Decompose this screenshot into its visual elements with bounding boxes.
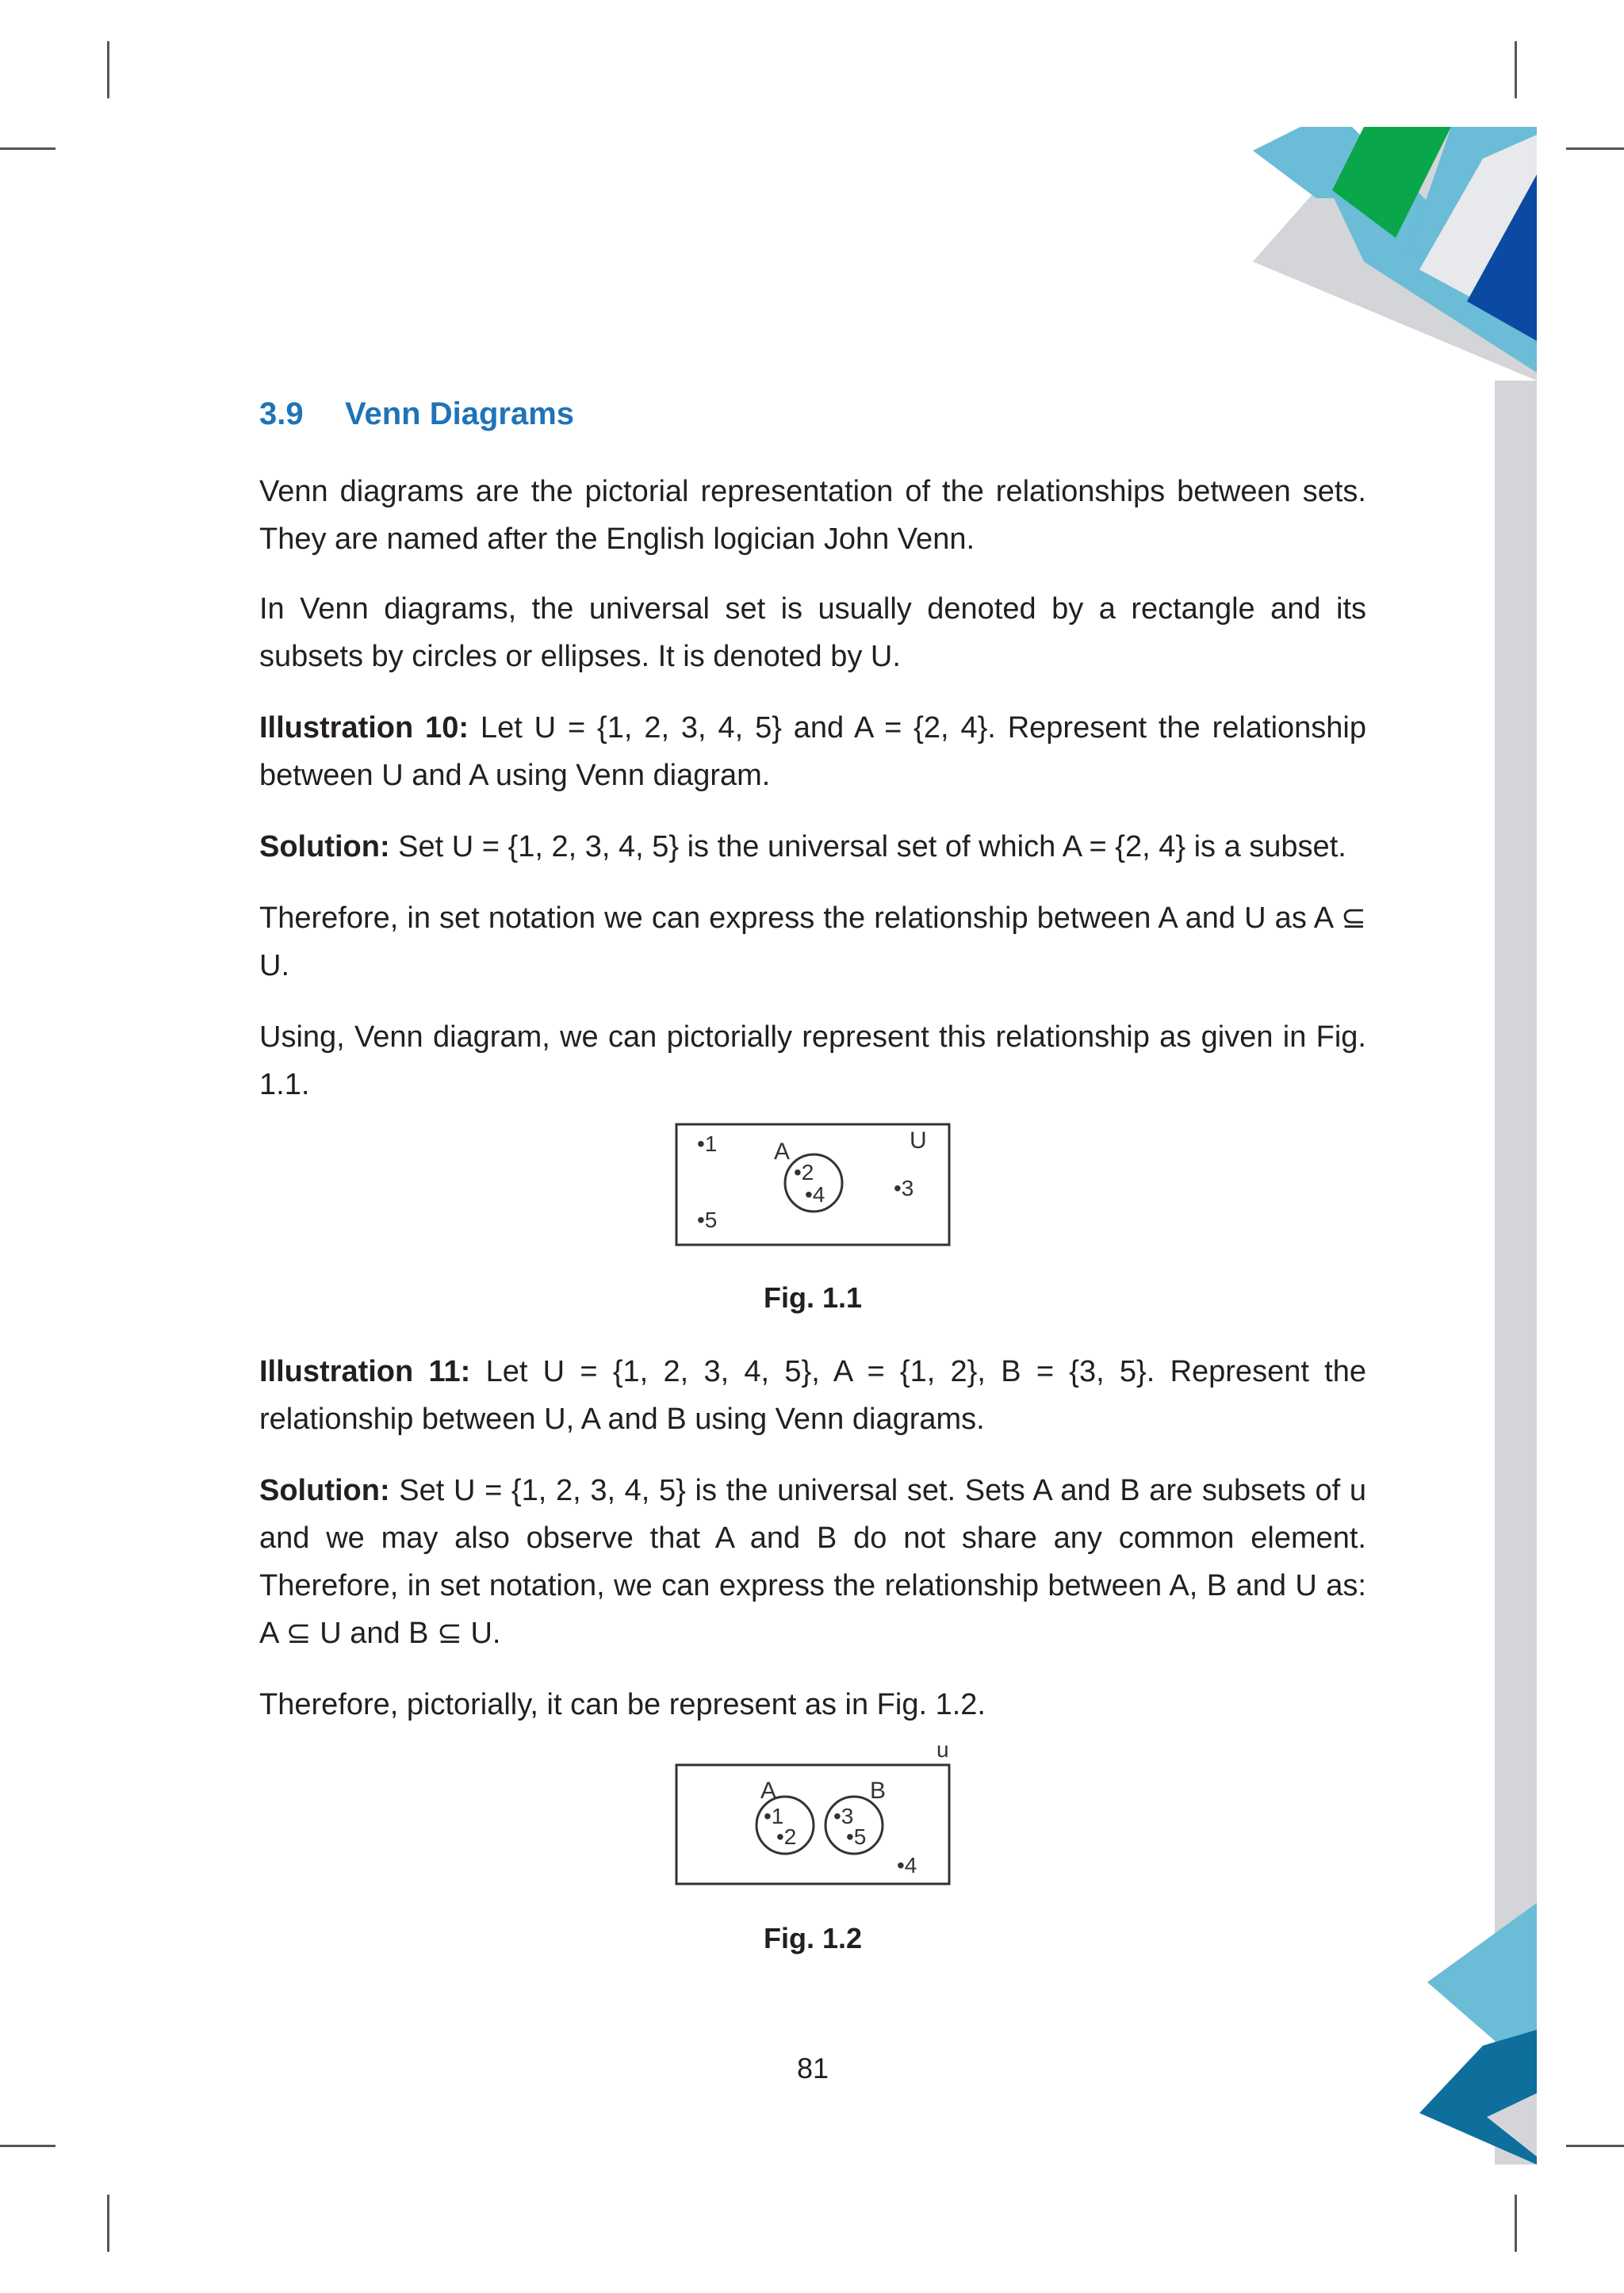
element-3: •3 bbox=[894, 1176, 914, 1200]
set-a-label: A bbox=[760, 1778, 777, 1804]
page-number: 81 bbox=[796, 2052, 829, 2084]
section-title: Venn Diagrams bbox=[345, 396, 575, 431]
element-2: •2 bbox=[794, 1160, 814, 1185]
illustration-11 bbox=[259, 1348, 1366, 1443]
illustration-11-solution bbox=[259, 1467, 1366, 1657]
paragraph-venn-universal: In Venn diagrams, the universal set is usually denoted by a rectangle and its subsets by circles or ellipses. It is denoted by U. bbox=[259, 592, 1366, 673]
venn-diagram-fig-1-1 bbox=[675, 1123, 952, 1248]
paragraph-venn-intro: Venn diagrams are the pictorial representation of the relationships between sets. They are named after the English logician John Venn. bbox=[259, 475, 1366, 556]
figure-caption-1-2: Fig. 1.2 bbox=[763, 1922, 863, 1954]
element-4: •4 bbox=[897, 1853, 917, 1878]
illustration-11-text: Let U = {1, 2, 3, 4, 5}, A = {1, 2}, B = {3, 5}. Represent the relationship between U, A and B using Venn diagrams. bbox=[259, 1355, 1366, 1436]
element-2: •2 bbox=[776, 1824, 797, 1849]
element-5: •5 bbox=[697, 1208, 718, 1232]
solution-label: Solution: bbox=[259, 1474, 390, 1507]
element-1: •1 bbox=[697, 1131, 718, 1156]
illustration-10-using: Using, Venn diagram, we can pictorially represent this relationship as given in Fig. 1.1. bbox=[259, 1020, 1366, 1101]
illustration-10-text: Let U = {1, 2, 3, 4, 5} and A = {2, 4}. Represent the relationship between U and A using Venn diagram. bbox=[259, 711, 1366, 792]
element-3: •3 bbox=[833, 1804, 854, 1828]
illustration-11-therefore: Therefore, pictorially, it can be represent as in Fig. 1.2. bbox=[259, 1688, 986, 1721]
element-5: •5 bbox=[846, 1824, 867, 1849]
universal-label: u bbox=[936, 1737, 949, 1762]
illustration-11-label: Illustration 11: bbox=[259, 1355, 471, 1388]
figure-caption-1-1: Fig. 1.1 bbox=[763, 1281, 863, 1314]
set-b-label: B bbox=[870, 1778, 887, 1804]
solution-text: Set U = {1, 2, 3, 4, 5} is the universal set of which A = {2, 4} is a subset. bbox=[389, 830, 1346, 863]
set-a-label: A bbox=[774, 1139, 791, 1165]
illustration-10-label: Illustration 10: bbox=[259, 711, 469, 745]
section-number: 3.9 bbox=[259, 396, 304, 431]
illustration-10-solution bbox=[259, 823, 1366, 871]
illustration-10 bbox=[259, 704, 1366, 799]
solution-label: Solution: bbox=[259, 830, 390, 863]
universal-label: U bbox=[910, 1127, 927, 1154]
element-1: •1 bbox=[764, 1804, 784, 1828]
venn-diagram-fig-1-2 bbox=[675, 1733, 952, 1887]
illustration-10-therefore: Therefore, in set notation we can express the relationship between A and U as A ⊆ U. bbox=[259, 902, 1366, 982]
section-heading bbox=[259, 396, 574, 432]
element-4: •4 bbox=[805, 1182, 825, 1207]
solution-text: Set U = {1, 2, 3, 4, 5} is the universal set. Sets A and B are subsets of u and we may also observe that A and B do not share any common element. Therefore, in set notation, we can express the relationship between A, B and U as: A ⊆ U and B ⊆ U. bbox=[259, 1474, 1366, 1650]
